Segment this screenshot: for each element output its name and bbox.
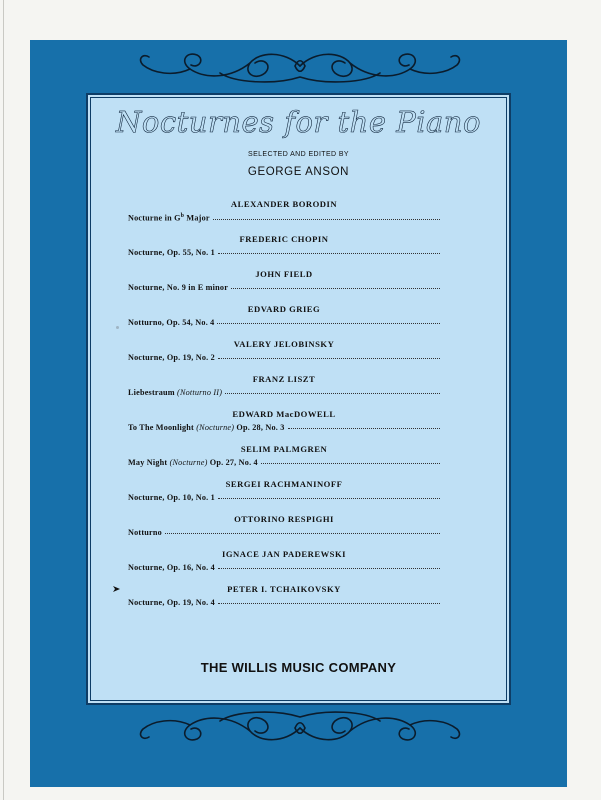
dot-leader (218, 357, 440, 359)
dot-leader (213, 218, 440, 220)
contents-entry (128, 444, 440, 474)
dot-leader (218, 252, 440, 254)
page-edge (3, 0, 4, 800)
dot-leader (217, 322, 440, 324)
composer-name: PETER I. TCHAIKOVSKY (227, 584, 341, 594)
piece-title: Nocturne, Op. 55, No. 1 (128, 248, 215, 257)
contents-entry (128, 234, 440, 264)
piece-title: Nocturne, Op. 19, No. 2 (128, 353, 215, 362)
piece-row (128, 528, 440, 537)
composer-name: SELIM PALMGREN (240, 444, 328, 454)
piece-row (128, 598, 440, 607)
contents-entry (128, 549, 440, 579)
piece-title: Notturno, Op. 54, No. 4 (128, 318, 215, 327)
piece-title: Liebestraum (Notturno II) (128, 388, 223, 397)
dot-leader (165, 532, 440, 534)
composer-name: FRANZ LISZT (252, 374, 316, 384)
dot-leader (231, 287, 440, 289)
publisher-name: THE WILLIS MUSIC COMPANY (200, 660, 397, 675)
piece-title: Nocturne in $G^b$ Major (128, 213, 210, 223)
piece-row (128, 493, 440, 502)
composer-name: JOHN FIELD (255, 269, 313, 279)
contents-entry (128, 304, 440, 334)
piece-title: Nocturne, Op. 10, No. 1 (128, 493, 215, 502)
contents-entry (128, 199, 440, 229)
cover-border (30, 40, 567, 787)
composer-name: OTTORINO RESPIGHI (234, 514, 334, 524)
piece-row (128, 423, 440, 432)
contents-entry (128, 514, 440, 544)
dot-leader (288, 427, 440, 429)
piece-row (128, 318, 440, 327)
composer-name: IGNACE JAN PADEREWSKI (222, 549, 346, 559)
dot-leader (261, 462, 440, 464)
composer-name: ALEXANDER BORODIN (230, 199, 338, 209)
piece-title: Nocturne, Op. 16, No. 4 (128, 563, 215, 572)
scroll-ornament-icon (135, 705, 465, 751)
contents-entry (128, 584, 440, 614)
title-panel (86, 93, 511, 705)
piece-title: Nocturne, Op. 19, No. 4 (128, 598, 215, 607)
scroll-ornament-icon (135, 43, 465, 89)
composer-name: EDWARD MacDOWELL (232, 409, 336, 419)
composer-name: EDVARD GRIEG (247, 304, 321, 314)
paper-speck (116, 326, 119, 329)
dot-leader (218, 602, 440, 604)
piece-row (128, 563, 440, 572)
contents-entry (128, 479, 440, 509)
dot-leader (218, 497, 440, 499)
contents-entry (128, 339, 440, 369)
contents-entry (128, 269, 440, 299)
piece-title: Notturno (128, 528, 162, 537)
piece-row (128, 458, 440, 467)
book-title: Nocturnes for the Piano (116, 105, 481, 139)
editor-name: GEORGE ANSON (247, 166, 350, 178)
piece-title: May Night (Nocturne) Op. 27, No. 4 (128, 458, 258, 467)
composer-name: VALERY JELOBINSKY (233, 339, 335, 349)
contents-entry (128, 409, 440, 439)
piece-row (128, 388, 440, 397)
composer-name: FREDERIC CHOPIN (239, 234, 329, 244)
dot-leader (225, 392, 440, 394)
contents-entry (128, 374, 440, 404)
dot-leader (218, 567, 440, 569)
piece-row (128, 283, 440, 292)
piece-title: Nocturne, No. 9 in E minor (128, 283, 229, 292)
piece-row (128, 213, 440, 223)
subtitle: SELECTED AND EDITED BY (248, 151, 349, 158)
piece-row (128, 248, 440, 257)
piece-title: To The Moonlight (Nocturne) Op. 28, No. 3 (128, 423, 285, 432)
piece-row (128, 353, 440, 362)
pointing-hand-icon (112, 584, 122, 594)
composer-name: SERGEI RACHMANINOFF (225, 479, 343, 489)
